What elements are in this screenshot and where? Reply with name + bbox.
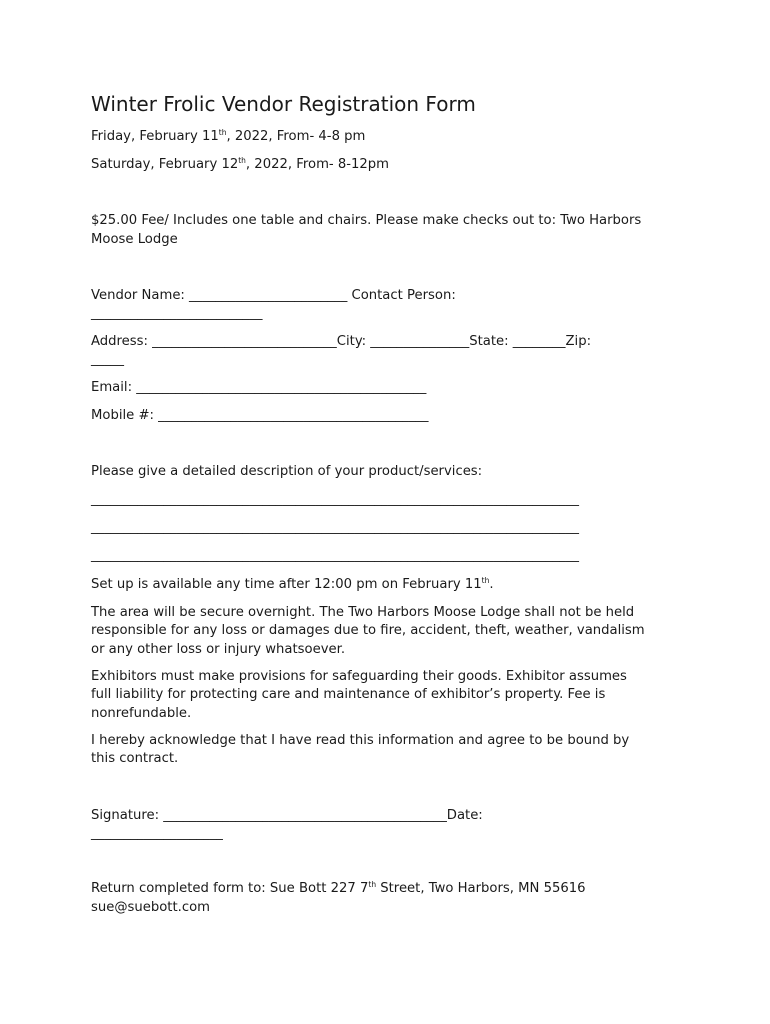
description-blank-2[interactable]: __________________________________________________________________________ xyxy=(91,520,579,535)
return-email: sue@suebott.com xyxy=(91,900,211,915)
address-field[interactable]: Address: ____________________________City: _______________State: ________Zip: xyxy=(91,334,592,349)
acknowledge-paragraph: I hereby acknowledge that I have read this information and agree to be bound by this contract. xyxy=(91,733,630,767)
fee-line-1: $25.00 Fee/ Includes one table and chairs. Please make checks out to: Two Harbors xyxy=(91,213,642,228)
contact-person-field[interactable]: __________________________ xyxy=(91,306,263,321)
description-blank-1[interactable]: __________________________________________________________________________ xyxy=(91,492,579,507)
security-paragraph: The area will be secure overnight. The Two Harbors Moose Lodge shall not be held responsible for any loss or damages due to fire, accident, theft, weather, vandalism or any other loss or injury whatsoever. xyxy=(91,605,645,657)
description-prompt: Please give a detailed description of your product/services: xyxy=(91,464,483,479)
vendor-name-field[interactable]: Vendor Name: ________________________ Contact Person: xyxy=(91,288,456,303)
setup-notice: Set up is available any time after 12:00 pm on February 11th. xyxy=(91,576,494,592)
exhibitor-paragraph: Exhibitors must make provisions for safeguarding their goods. Exhibitor assumes full liability for protecting care and maintenance of exhibitor’s property. Fee is nonrefundable. xyxy=(91,669,627,721)
return-address: Return completed form to: Sue Bott 227 7th Street, Two Harbors, MN 55616 xyxy=(91,880,586,896)
email-field[interactable]: Email: ____________________________________________ xyxy=(91,380,427,395)
form-title: Winter Frolic Vendor Registration Form xyxy=(91,92,476,116)
date-field[interactable]: ____________________ xyxy=(91,826,223,841)
description-blank-3[interactable]: __________________________________________________________________________ xyxy=(91,548,579,563)
signature-field[interactable]: Signature: ___________________________________________Date: xyxy=(91,808,483,823)
friday-date-line: Friday, February 11th, 2022, From- 4-8 pm xyxy=(91,128,366,144)
zip-field[interactable]: _____ xyxy=(91,352,124,367)
saturday-date-line: Saturday, February 12th, 2022, From- 8-12pm xyxy=(91,156,390,172)
mobile-field[interactable]: Mobile #: _________________________________________ xyxy=(91,408,429,423)
fee-line-2: Moose Lodge xyxy=(91,232,178,247)
